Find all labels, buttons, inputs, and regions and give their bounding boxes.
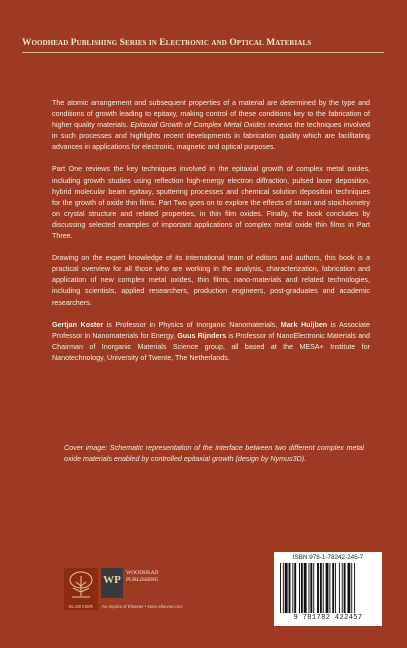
woodhead-logo [101,568,123,598]
description-p1-text-end: reviews the techniques involved in such processes and highlights recent developments in fabrication quality which are facilitating advances in applications for electronic, magnetic and optical purposes. [52,121,370,152]
editor-text-3: is Professor of NanoElectronic Materials and Chairman of Inorganic Materials Science group, all based at the MESA+ Institute for Nanotechnology, University of Twente, The Netherlands. [52,331,371,362]
isbn-barcode [274,552,382,626]
series-divider [22,52,384,53]
elsevier-logo [64,568,98,610]
barcode-icon [280,563,376,613]
cover-image-credit: Cover image: Schematic representation of the interface between two different complex metal oxide materials enabled by controlled epitaxial growth (design by Nymus3D). [64,444,364,464]
book-title-inline: Epitaxial Growth of Complex Metal Oxides [130,121,266,130]
woodhead-name-line2: PUBLISHING [126,577,159,583]
series-header [0,0,407,62]
description-paragraph-2: Part One reviews the key techniques involved in the epitaxial growth of complex metal oxides, including growth studies using reflection high-energy electron diffraction, pulsed laser deposition, hybrid molecular beam epitaxy, sputtering processes and chemical solution deposition techniques for the growth of oxide thin films. Part Two goes on to explore the effects of strain and stoichiometry on crystal structure and related properties, in thin film oxides. Finally, the book concludes by discussing selected examples of important applications of complex metal oxide thin films in Part Three. [52,165,370,241]
woodhead-name [126,570,159,584]
imprint-line: An imprint of Elsevier • store.elsevier.com [102,604,183,609]
editors-bio [52,320,370,364]
editor-name-1: Gertjan Koster [52,320,104,329]
editor-name-2: Mark Huijben [280,320,328,329]
barcode-digits: 9 781782 422457 [293,614,363,622]
isbn-number: ISBN 978-1-78242-245-7 [292,554,364,561]
wp-mark: WP [103,574,121,586]
description-block [52,98,370,375]
editor-text-1: is Professor in Physics of Inorganic Nanomaterials, [103,320,281,329]
description-p1-text: The atomic arrangement and subsequent properties of a material are determined by the type and conditions of growth leading to epitaxy, making control of these conditions key to the fabrication of higher quality materials. [52,99,370,130]
series-title: Woodhead Publishing Series in Electronic and Optical Materials [22,38,312,48]
editor-text-2: is Associate Professor in Nanomaterials for Energy, [52,320,370,340]
description-paragraph-1 [52,98,370,153]
elsevier-label: ELSEVIER [68,604,94,609]
elsevier-tree-icon [64,568,98,602]
description-paragraph-3: Drawing on the expert knowledge of its international team of editors and authors, this book is a practical overview for all those who are working in the analysis, characterization, fabrication and application of new complex metal oxides, thin films, nano-materials and related technologies, including scientists, applied researchers, production engineers, post-graduates and academic researchers. [52,254,370,307]
woodhead-name-line1: WOODHEAD [126,570,159,576]
editor-name-3: Guus Rijnders [177,331,227,340]
